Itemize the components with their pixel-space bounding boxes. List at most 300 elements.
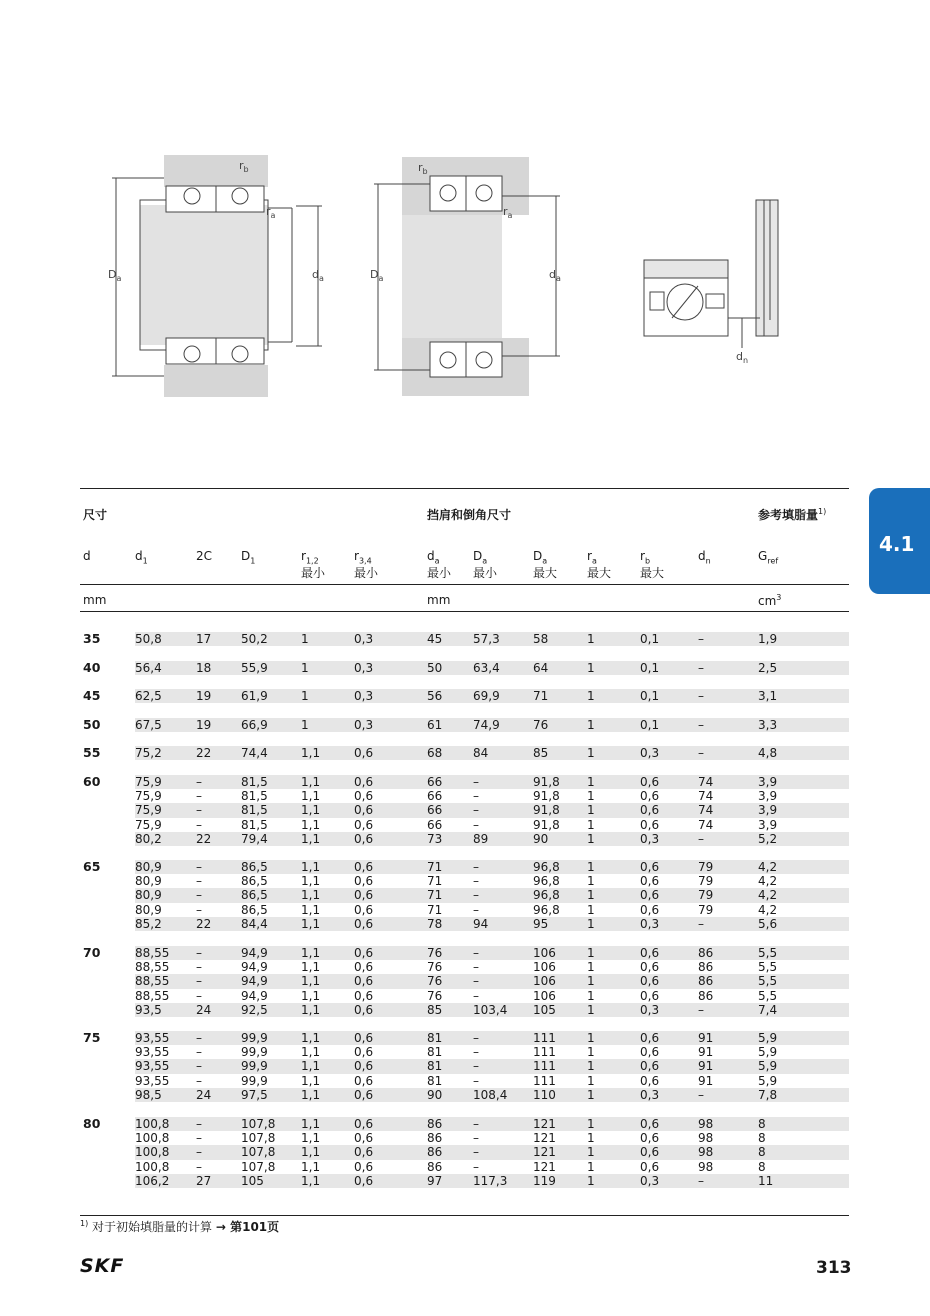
table-cell: 0,6 — [640, 775, 660, 789]
table-cell: 81,5 — [241, 775, 268, 789]
table-cell: 96,8 — [533, 860, 560, 874]
bore-diameter: 75 — [83, 1030, 101, 1045]
table-cell: 1,1 — [301, 1059, 321, 1074]
table-cell: 106 — [533, 960, 556, 975]
section-tab-label: 4.1 — [879, 532, 915, 556]
table-cell: 1 — [587, 831, 595, 846]
table-cell: 1 — [587, 1173, 595, 1188]
table-cell: 76 — [427, 974, 443, 989]
table-cell: 121 — [533, 1117, 556, 1131]
table-cell: 0,6 — [640, 817, 660, 832]
table-cell: 1 — [587, 888, 595, 903]
table-cell: 106 — [533, 946, 556, 960]
table-cell: 0,6 — [354, 902, 374, 917]
table-cell: – — [196, 946, 202, 960]
table-cell: – — [473, 874, 479, 889]
table-cell: 74 — [698, 817, 714, 832]
skf-logo — [80, 1256, 146, 1274]
table-cell: 1,1 — [301, 860, 321, 874]
table-cell: 88,55 — [135, 974, 170, 989]
table-cell: – — [698, 1002, 704, 1017]
table-cell: 0,6 — [354, 775, 374, 789]
table-cell: 106 — [533, 988, 556, 1003]
table-cell: 86 — [427, 1159, 443, 1174]
table-cell: 1,1 — [301, 1087, 321, 1102]
table-cell: 4,2 — [758, 902, 778, 917]
table-cell: 86 — [698, 946, 714, 960]
table-cell: 0,6 — [354, 916, 374, 931]
table-cell: 50 — [427, 661, 443, 675]
table-cell: 80,9 — [135, 888, 162, 903]
table-cell: 56 — [427, 689, 443, 703]
table-cell: 22 — [196, 746, 212, 760]
table-cell: 66 — [427, 775, 443, 789]
table-cell: 86 — [698, 960, 714, 975]
column-header: $r_a$ 最大 — [587, 549, 612, 581]
table-cell: 0,6 — [640, 1145, 660, 1160]
table-cell: 0,3 — [640, 916, 660, 931]
table-cell: 5,6 — [758, 916, 778, 931]
table-cell: 1 — [587, 1002, 595, 1017]
table-cell: 0,6 — [640, 1045, 660, 1060]
table-cell: 86 — [698, 974, 714, 989]
table-cell: 0,6 — [354, 1173, 374, 1188]
table-cell: 88,55 — [135, 988, 170, 1003]
table-cell: 24 — [196, 1087, 212, 1102]
table-cell: 100,8 — [135, 1131, 170, 1146]
table-units-rule — [80, 611, 849, 612]
table-cell: 74,9 — [473, 718, 500, 732]
table-cell: 80,9 — [135, 902, 162, 917]
table-cell: 81 — [427, 1045, 443, 1060]
table-cell: 67,5 — [135, 718, 162, 732]
table-cell: 19 — [196, 718, 212, 732]
table-cell: 105 — [241, 1173, 264, 1188]
table-cell: 0,1 — [640, 718, 660, 732]
table-cell: 71 — [427, 902, 443, 917]
table-cell: 98 — [698, 1145, 714, 1160]
table-cell: 81 — [427, 1073, 443, 1088]
table-cell: 1 — [587, 632, 595, 646]
table-cell: – — [473, 860, 479, 874]
table-cell: 1 — [587, 902, 595, 917]
table-cell: 1 — [587, 874, 595, 889]
table-cell: – — [473, 888, 479, 903]
table-cell: 117,3 — [473, 1173, 508, 1188]
table-cell: 22 — [196, 831, 212, 846]
table-cell: 1 — [587, 988, 595, 1003]
table-cell: 78 — [427, 916, 443, 931]
table-cell: 99,9 — [241, 1045, 268, 1060]
table-cell: 0,6 — [354, 803, 374, 818]
column-header: $d_n$ — [698, 549, 711, 566]
table-cell: 81,5 — [241, 789, 268, 804]
table-cell: 0,6 — [354, 1159, 374, 1174]
table-cell: 1 — [587, 1073, 595, 1088]
table-cell: 119 — [533, 1173, 556, 1188]
table-cell: – — [196, 902, 202, 917]
table-cell: 103,4 — [473, 1002, 508, 1017]
table-cell: 58 — [533, 632, 549, 646]
table-cell: 0,6 — [354, 988, 374, 1003]
table-cell: 94,9 — [241, 974, 268, 989]
column-header: $D_a$ 最大 — [533, 549, 558, 581]
table-cell: 0,6 — [354, 1045, 374, 1060]
table-cell: 71 — [533, 689, 549, 703]
table-cell: – — [698, 746, 704, 760]
table-cell: 75,9 — [135, 775, 162, 789]
table-cell: 3,3 — [758, 718, 778, 732]
table-cell: 1 — [587, 916, 595, 931]
label-da-left: $d_a$ — [312, 268, 324, 284]
label-rb-left: $r_b$ — [239, 159, 249, 175]
table-cell: 17 — [196, 632, 212, 646]
table-cell: 0,6 — [640, 860, 660, 874]
table-cell: 1,1 — [301, 1031, 321, 1045]
table-cell: 0,6 — [640, 888, 660, 903]
table-cell: 111 — [533, 1073, 556, 1088]
table-cell: 5,5 — [758, 946, 778, 960]
table-cell: 1 — [301, 661, 309, 675]
table-cell: – — [196, 1159, 202, 1174]
table-cell: 1,1 — [301, 1073, 321, 1088]
table-cell: 121 — [533, 1159, 556, 1174]
table-cell: 8 — [758, 1117, 766, 1131]
table-cell: 0,6 — [354, 1131, 374, 1146]
table-cell: – — [196, 775, 202, 789]
table-cell: 0,3 — [640, 831, 660, 846]
table-cell: 1,1 — [301, 1159, 321, 1174]
table-cell: – — [473, 817, 479, 832]
table-cell: 61 — [427, 718, 443, 732]
table-cell: 80,9 — [135, 860, 162, 874]
table-cell: 1,1 — [301, 789, 321, 804]
table-cell: – — [196, 817, 202, 832]
table-cell: 1,1 — [301, 831, 321, 846]
table-cell: 80,9 — [135, 874, 162, 889]
table-cell: 1 — [587, 1045, 595, 1060]
table-cell: 66 — [427, 803, 443, 818]
table-cell: 5,9 — [758, 1045, 778, 1060]
table-cell: – — [196, 1117, 202, 1131]
table-cell: 0,6 — [354, 1059, 374, 1074]
table-cell: 0,6 — [640, 789, 660, 804]
table-cell: 85,2 — [135, 916, 162, 931]
label-ra-left: $r_a$ — [266, 205, 276, 221]
table-cell: 1,1 — [301, 803, 321, 818]
svg-text:SKF: SKF — [80, 1256, 125, 1274]
table-cell: 5,9 — [758, 1031, 778, 1045]
table-cell: – — [698, 1173, 704, 1188]
table-cell: – — [473, 1045, 479, 1060]
page-reference-link[interactable]: 第101页 — [225, 1220, 280, 1234]
table-cell: 18 — [196, 661, 212, 675]
column-header: 2C — [196, 549, 213, 563]
table-cell: 1 — [301, 718, 309, 732]
table-cell: 94,9 — [241, 946, 268, 960]
table-cell: – — [196, 988, 202, 1003]
table-cell: 74 — [698, 803, 714, 818]
table-cell: 0,6 — [640, 946, 660, 960]
table-cell: 0,6 — [354, 1031, 374, 1045]
table-cell: – — [473, 775, 479, 789]
table-cell: 107,8 — [241, 1131, 276, 1146]
table-cell: 0,6 — [640, 974, 660, 989]
table-cell: 0,6 — [354, 789, 374, 804]
table-cell: 0,6 — [640, 988, 660, 1003]
table-cell: – — [196, 1059, 202, 1074]
table-cell: 93,55 — [135, 1059, 170, 1074]
table-cell: – — [473, 974, 479, 989]
table-cell: 0,6 — [640, 960, 660, 975]
column-header: $r_{3,4}$ 最小 — [354, 549, 379, 581]
table-cell: 4,2 — [758, 874, 778, 889]
table-cell: 5,5 — [758, 988, 778, 1003]
table-cell: 76 — [427, 960, 443, 975]
table-cell: 93,55 — [135, 1073, 170, 1088]
table-cell: 98,5 — [135, 1087, 162, 1102]
table-cell: 91 — [698, 1059, 714, 1074]
table-cell: 98 — [698, 1117, 714, 1131]
table-cell: 76 — [533, 718, 549, 732]
table-cell: 71 — [427, 874, 443, 889]
table-cell: 84 — [473, 746, 489, 760]
table-cell: 1,1 — [301, 1117, 321, 1131]
table-cell: 3,9 — [758, 817, 778, 832]
table-cell: 86 — [698, 988, 714, 1003]
table-cell: 73 — [427, 831, 443, 846]
table-cell: 0,6 — [354, 974, 374, 989]
table-cell: 8 — [758, 1145, 766, 1160]
drawing-back-to-back — [112, 155, 322, 397]
table-cell: 1,1 — [301, 1145, 321, 1160]
table-cell: 5,9 — [758, 1073, 778, 1088]
table-header-rule — [80, 584, 849, 585]
table-cell: 1,1 — [301, 946, 321, 960]
table-cell: 1 — [587, 803, 595, 818]
table-cell: 0,6 — [354, 817, 374, 832]
table-cell: 1,9 — [758, 632, 778, 646]
table-cell: – — [196, 1031, 202, 1045]
table-cell: 94,9 — [241, 960, 268, 975]
bore-diameter: 50 — [83, 717, 101, 732]
table-cell: 3,9 — [758, 789, 778, 804]
page-number: 313 — [816, 1258, 852, 1278]
table-cell: 86 — [427, 1117, 443, 1131]
table-cell: 1 — [587, 960, 595, 975]
table-cell: – — [473, 1117, 479, 1131]
table-cell: 0,6 — [354, 960, 374, 975]
table-cell: 66 — [427, 789, 443, 804]
group-abutment: 挡肩和倒角尺寸 — [427, 508, 512, 522]
table-cell: 105 — [533, 1002, 556, 1017]
table-cell: 56,4 — [135, 661, 162, 675]
label-da-mid: $d_a$ — [549, 268, 561, 284]
table-cell: 4,2 — [758, 860, 778, 874]
table-cell: 0,6 — [640, 1131, 660, 1146]
table-cell: 88,55 — [135, 960, 170, 975]
bore-diameter: 55 — [83, 745, 101, 760]
table-cell: 1 — [587, 1117, 595, 1131]
bore-diameter: 40 — [83, 660, 101, 675]
table-cell: 7,8 — [758, 1087, 778, 1102]
table-cell: 1,1 — [301, 746, 321, 760]
table-cell: 0,6 — [640, 1073, 660, 1088]
table-cell: 1,1 — [301, 775, 321, 789]
table-cell: – — [196, 888, 202, 903]
column-header: $d_1$ — [135, 549, 148, 566]
table-cell: 88,55 — [135, 946, 170, 960]
table-cell: 100,8 — [135, 1117, 170, 1131]
column-header: d — [83, 549, 91, 563]
table-cell: 0,6 — [354, 860, 374, 874]
table-cell: 4,8 — [758, 746, 778, 760]
table-cell: 91,8 — [533, 803, 560, 818]
table-cell: 8 — [758, 1159, 766, 1174]
table-cell: 1 — [301, 632, 309, 646]
table-cell: 64 — [533, 661, 549, 675]
column-header: $G_{ref}$ — [758, 549, 779, 566]
table-cell: 1 — [587, 718, 595, 732]
table-cell: 0,3 — [640, 1002, 660, 1017]
table-cell: 75,9 — [135, 817, 162, 832]
table-cell: 99,9 — [241, 1059, 268, 1074]
table-cell: – — [698, 718, 704, 732]
table-cell: 74 — [698, 789, 714, 804]
column-header: $D_1$ — [241, 549, 256, 566]
table-cell: 74,4 — [241, 746, 268, 760]
table-cell: – — [698, 916, 704, 931]
table-cell: 0,6 — [354, 888, 374, 903]
table-cell: – — [473, 1145, 479, 1160]
table-cell: 1 — [587, 789, 595, 804]
table-cell: 85 — [533, 746, 549, 760]
table-cell: 50,2 — [241, 632, 268, 646]
table-cell: 8 — [758, 1131, 766, 1146]
table-cell: 86 — [427, 1145, 443, 1160]
table-cell: – — [196, 960, 202, 975]
table-cell: 1,1 — [301, 916, 321, 931]
table-cell: 71 — [427, 860, 443, 874]
table-cell: 99,9 — [241, 1031, 268, 1045]
column-header: $D_a$ 最小 — [473, 549, 498, 581]
table-cell: – — [196, 803, 202, 818]
table-cell: 66,9 — [241, 718, 268, 732]
bore-diameter: 70 — [83, 945, 101, 960]
table-cell: – — [196, 974, 202, 989]
table-cell: 91 — [698, 1045, 714, 1060]
table-cell: 96,8 — [533, 902, 560, 917]
table-cell: 94 — [473, 916, 489, 931]
table-cell: 1,1 — [301, 817, 321, 832]
table-cell: 0,6 — [640, 1159, 660, 1174]
table-cell: 22 — [196, 916, 212, 931]
bore-diameter: 65 — [83, 859, 101, 874]
table-cell: – — [473, 902, 479, 917]
table-cell: – — [473, 1073, 479, 1088]
table-cell: 1 — [587, 1087, 595, 1102]
table-cell: 84,4 — [241, 916, 268, 931]
table-cell: 93,5 — [135, 1002, 162, 1017]
table-cell: 121 — [533, 1145, 556, 1160]
table-cell: 55,9 — [241, 661, 268, 675]
table-cell: 98 — [698, 1131, 714, 1146]
table-cell: 0,3 — [640, 746, 660, 760]
table-cell: 76 — [427, 946, 443, 960]
table-cell: 106,2 — [135, 1173, 170, 1188]
table-cell: 1 — [587, 974, 595, 989]
table-cell: 86,5 — [241, 860, 268, 874]
table-cell: 79 — [698, 874, 714, 889]
table-cell: 79,4 — [241, 831, 268, 846]
table-cell: 45 — [427, 632, 443, 646]
table-cell: 95 — [533, 916, 549, 931]
table-cell: 1 — [587, 746, 595, 760]
table-cell: 1 — [587, 1131, 595, 1146]
section-tab[interactable] — [869, 488, 930, 594]
table-cell: 0,3 — [354, 718, 374, 732]
table-cell: 1 — [587, 1159, 595, 1174]
table-cell: 0,6 — [640, 874, 660, 889]
table-cell: – — [698, 831, 704, 846]
table-cell: 1 — [301, 689, 309, 703]
bearing-arrangement-drawings — [0, 0, 930, 420]
table-cell: 0,6 — [640, 902, 660, 917]
table-cell: 108,4 — [473, 1087, 508, 1102]
bore-diameter: 45 — [83, 688, 101, 703]
table-cell: – — [473, 803, 479, 818]
table-cell: 79 — [698, 888, 714, 903]
table-cell: 66 — [427, 817, 443, 832]
table-cell: 0,1 — [640, 661, 660, 675]
table-cell: – — [196, 1145, 202, 1160]
table-cell: 24 — [196, 1002, 212, 1017]
table-cell: – — [473, 946, 479, 960]
table-cell: – — [473, 1131, 479, 1146]
table-cell: 75,9 — [135, 789, 162, 804]
unit-cm3: $cm^3$ — [758, 593, 782, 608]
table-cell: 3,9 — [758, 775, 778, 789]
table-cell: 1,1 — [301, 888, 321, 903]
table-cell: 107,8 — [241, 1159, 276, 1174]
table-cell: 1,1 — [301, 874, 321, 889]
table-cell: – — [473, 1159, 479, 1174]
table-cell: 69,9 — [473, 689, 500, 703]
table-cell: 86,5 — [241, 874, 268, 889]
table-cell: 1 — [587, 689, 595, 703]
table-cell: 0,6 — [354, 874, 374, 889]
table-cell: – — [473, 1031, 479, 1045]
table-cell: 1 — [587, 1059, 595, 1074]
table-cell: 86,5 — [241, 902, 268, 917]
table-cell: 90 — [427, 1087, 443, 1102]
table-cell: 62,5 — [135, 689, 162, 703]
table-cell: 1,1 — [301, 1173, 321, 1188]
table-cell: 91,8 — [533, 789, 560, 804]
table-cell: – — [196, 1131, 202, 1146]
table-cell: 5,2 — [758, 831, 778, 846]
table-cell: 81 — [427, 1059, 443, 1074]
table-cell: – — [698, 689, 704, 703]
table-cell: 111 — [533, 1045, 556, 1060]
label-rb-mid: $r_b$ — [418, 161, 428, 177]
table-cell: 1,1 — [301, 988, 321, 1003]
table-bottom-rule — [80, 1215, 849, 1216]
table-cell: – — [698, 632, 704, 646]
table-cell: 79 — [698, 902, 714, 917]
table-cell: 94,9 — [241, 988, 268, 1003]
table-cell: 75,9 — [135, 803, 162, 818]
